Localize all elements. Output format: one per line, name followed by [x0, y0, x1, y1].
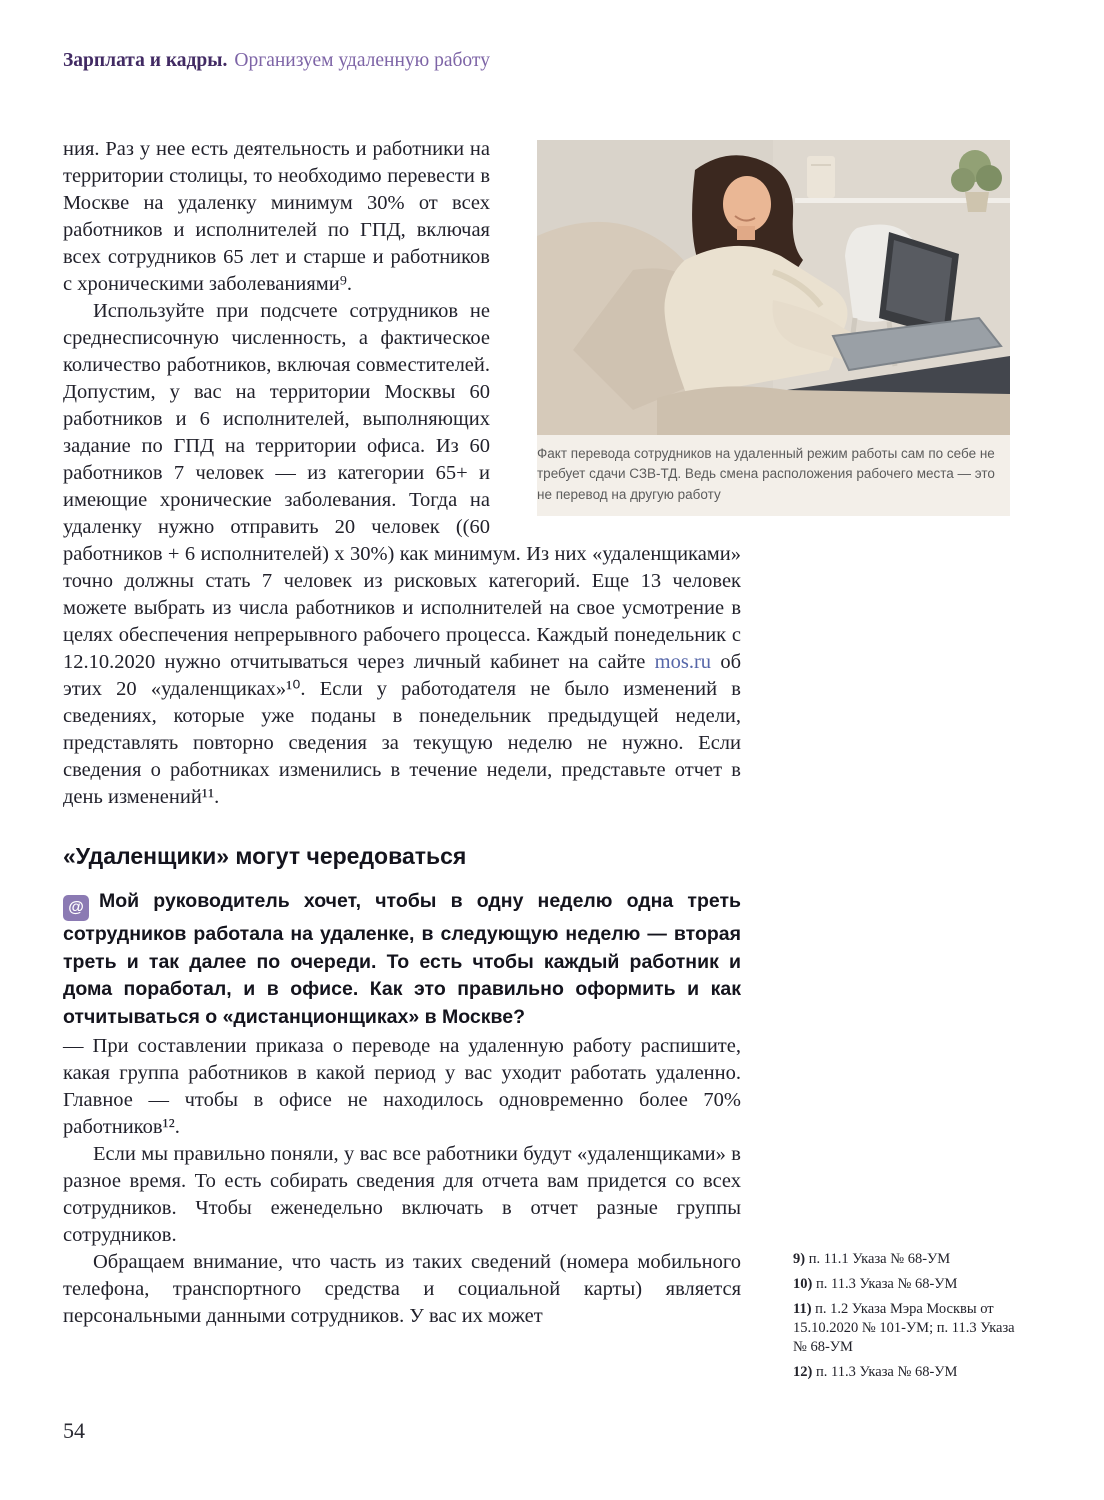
section-title: Организуем удаленную работу [234, 50, 490, 71]
footnote-marker: 9) [793, 1251, 806, 1267]
footnote-text: п. 11.1 Указа № 68-УМ [808, 1251, 951, 1267]
at-icon: @ [63, 895, 89, 921]
footnote-item [793, 1250, 1017, 1269]
footnote-text: п. 11.3 Указа № 68-УМ [815, 1276, 958, 1292]
woman-laptop-photo [537, 140, 1010, 435]
footnotes-sidebar [793, 1250, 1017, 1388]
paragraph-calculation-tail: об этих 20 «удаленщиках»¹⁰. Если у работодателя не было изменений в сведениях, которые уже поданы в понедельник предыдущей недели, представлять повторно сведения за текущую неделю не нужно. Если сведения о работниках изменились в течение недели, представьте отчет в день изменений¹¹. [63, 651, 741, 808]
footnote-item [793, 1275, 1017, 1294]
footnote-text: п. 11.3 Указа № 68-УМ [815, 1364, 958, 1380]
page-header [63, 50, 490, 72]
paragraph-calculation-text: Используйте при подсчете сотрудников не среднесписочную численность, а фактическое количество работников, включая совместителей. Допустим, у вас на территории Москвы 60 работников и 6 исполнителей, выполняющих задание по ГПД на территории офиса. Из 60 работников 7 человек — из категории 65+ и имеющие хронические заболевания. Тогда на удаленку нужно отправить 20 человек ((60 работников + 6 исполнителей) х 30%) как минимум. Из них «удаленщиками» точно должны стать 7 человек из рисковых категорий. Еще 13 человек можете выбрать из числа работников и исполнителей на свое усмотрение в целях обеспечения непрерывного рабочего процесса. Каждый понедельник с 12.10.2020 нужно отчитываться через личный кабинет на сайте [63, 300, 741, 673]
footnote-marker: 10) [793, 1276, 813, 1292]
magazine-title: Зарплата и кадры. [63, 50, 228, 71]
page-number: 54 [63, 1418, 85, 1443]
footnote-text: п. 1.2 Указа Мэра Москвы от 15.10.2020 № 101-УМ; п. 11.3 Указа № 68-УМ [793, 1301, 1015, 1355]
question-text: Мой руководитель хочет, чтобы в одну неделю одна треть сотрудников работала на удаленке, в следующую неделю — вторая треть и так далее по очереди. То есть чтобы каждый работник и дома поработал, и в офисе. Как это правильно оформить и как отчитываться о «дистанционщиках» в Москве? [63, 890, 741, 1028]
article-photo [537, 140, 1010, 516]
paragraph-rotation: Если мы правильно поняли, у вас все работники будут «удаленщиками» в разное время. То есть собирать сведения для отчета вам придется со всех сотрудников. Чтобы еженедельно включать в отчет разные группы сотрудников. [63, 1143, 741, 1246]
footnote-marker: 12) [793, 1364, 813, 1380]
photo-float [490, 136, 995, 538]
question-paragraph [63, 888, 741, 1031]
answer-paragraph: — При составлении приказа о переводе на удаленную работу распишите, какая группа работников в какой период у вас уходит работать удаленно. Главное — чтобы в офисе не находилось одновременно более 70% работников¹². [63, 1035, 741, 1138]
footnote-item [793, 1363, 1017, 1382]
photo-caption: Факт перевода сотрудников на удаленный режим работы сам по себе не требует сдачи СЗВ-ТД. Ведь смена расположения рабочего места — это не перевод на другую работу [537, 435, 1010, 516]
paragraph-personal-data: Обращаем внимание, что часть из таких сведений (номера мобильного телефона, транспортного средства и социальной карты) является персональными данными сотрудников. У вас их может [63, 1251, 741, 1327]
footnote-item [793, 1300, 1017, 1357]
section-heading: «Удаленщики» могут чередоваться [63, 843, 467, 869]
footnote-marker: 11) [793, 1301, 812, 1317]
paragraph-continuation: ния. Раз у нее есть деятельность и работники на территории столицы, то необходимо перевести в Москве на удаленку минимум 30% от всех работников и исполнителей по ГПД, включая всех сотрудников 65 лет и старше и работников с хроническими заболеваниями⁹. [63, 138, 490, 295]
mos-ru-link[interactable]: mos.ru [654, 651, 712, 673]
